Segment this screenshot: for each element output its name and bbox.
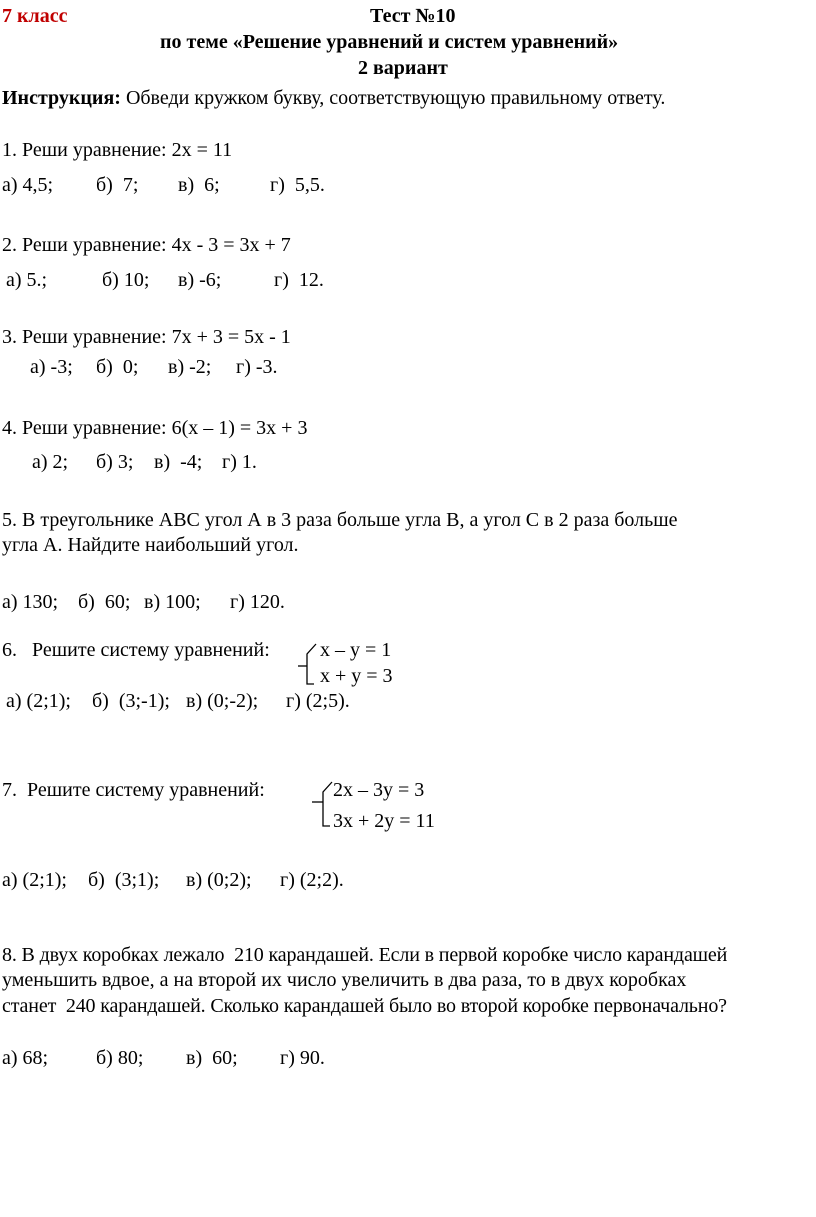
variant-label: 2 вариант <box>358 57 448 79</box>
question-8-prompt-line-2: уменьшить вдвое, а на второй их число увеличить в два раза, то в двух коробках <box>2 969 687 991</box>
question-5-answer-a: а) 130; <box>2 591 59 613</box>
question-1-answer-a: а) 4,5; <box>2 174 54 196</box>
question-3-answer-c: в) -2; <box>168 356 212 378</box>
question-4-answer-a: а) 2; <box>32 451 69 473</box>
question-8-answer-d: г) 90. <box>280 1047 325 1069</box>
instruction <box>2 88 665 108</box>
question-2-answer-d: г) 12. <box>274 269 324 291</box>
instruction-label: Инструкция: <box>2 87 121 109</box>
question-1-answer-c: в) 6; <box>178 174 220 196</box>
question-4-answer-b: б) 3; <box>96 451 134 473</box>
question-8-prompt-line-1: 8. В двух коробках лежало 210 карандашей. Если в первой коробке число карандашей <box>2 944 728 966</box>
question-7-answer-a: а) (2;1); <box>2 869 67 891</box>
question-5-prompt-line-2: угла А. Найдите наибольший угол. <box>2 534 299 556</box>
test-title: Тест №10 <box>370 5 456 27</box>
question-3-answer-a: а) -3; <box>30 356 73 378</box>
question-8-answer-a: а) 68; <box>2 1047 49 1069</box>
question-6-system-eq-1: х – у = 1 <box>320 639 392 661</box>
question-6-answer-a: а) (2;1); <box>6 690 71 712</box>
question-8-answer-c: в) 60; <box>186 1047 238 1069</box>
question-3-prompt: 3. Реши уравнение: 7х + 3 = 5х - 1 <box>2 326 291 348</box>
question-6-answer-d: г) (2;5). <box>286 690 350 712</box>
question-5-answer-d: г) 120. <box>230 591 285 613</box>
question-3-answer-d: г) -3. <box>236 356 278 378</box>
question-7-system-eq-2: 3х + 2у = 11 <box>333 810 435 832</box>
instruction-text: Обведи кружком букву, соответствующую правильному ответу. <box>120 87 666 109</box>
question-5-answer-b: б) 60; <box>78 591 131 613</box>
question-4-prompt: 4. Реши уравнение: 6(х – 1) = 3х + 3 <box>2 417 308 439</box>
question-7-prompt: 7. Решите систему уравнений: <box>2 779 265 801</box>
test-topic: по теме «Решение уравнений и систем уравнений» <box>160 31 619 53</box>
question-1-prompt: 1. Реши уравнение: 2х = 11 <box>2 139 233 161</box>
question-4-answer-c: в) -4; <box>154 451 203 473</box>
question-6-answer-c: в) (0;-2); <box>186 690 259 712</box>
question-2-answer-b: б) 10; <box>102 269 150 291</box>
question-2-answer-c: в) -6; <box>178 269 222 291</box>
system-brace-icon <box>296 640 322 688</box>
question-5-answer-c: в) 100; <box>144 591 201 613</box>
question-1-answer-d: г) 5,5. <box>270 174 325 196</box>
question-7-answer-c: в) (0;2); <box>186 869 252 891</box>
question-7-answer-d: г) (2;2). <box>280 869 344 891</box>
question-6-prompt: 6. Решите систему уравнений: <box>2 639 270 661</box>
question-6-system-eq-2: х + у = 3 <box>320 665 393 687</box>
grade-label: 7 класс <box>2 5 68 27</box>
question-4-answer-d: г) 1. <box>222 451 257 473</box>
question-5-prompt-line-1: 5. В треугольнике АВС угол А в 3 раза больше угла В, а угол С в 2 раза больше <box>2 509 678 531</box>
question-8-prompt-line-3: станет 240 карандашей. Сколько карандашей было во второй коробке первоначально? <box>2 995 727 1017</box>
question-7-system-eq-1: 2х – 3у = 3 <box>333 779 425 801</box>
question-3-answer-b: б) 0; <box>96 356 139 378</box>
question-1-answer-b: б) 7; <box>96 174 139 196</box>
question-7-answer-b: б) (3;1); <box>88 869 160 891</box>
question-2-prompt: 2. Реши уравнение: 4х - 3 = 3х + 7 <box>2 234 291 256</box>
question-6-answer-b: б) (3;-1); <box>92 690 170 712</box>
question-8-answer-b: б) 80; <box>96 1047 144 1069</box>
question-2-answer-a: а) 5.; <box>6 269 48 291</box>
